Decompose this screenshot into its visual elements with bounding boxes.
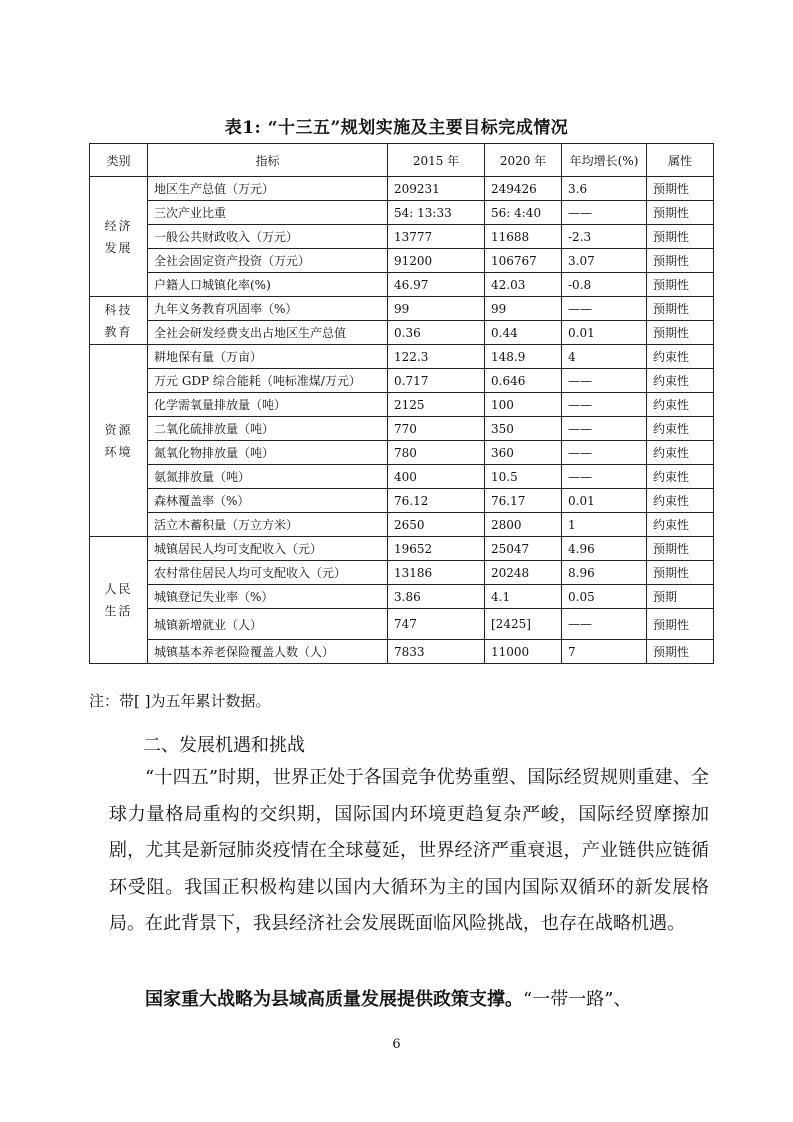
growth-cell: 3.07: [562, 249, 647, 273]
attribute-cell: 预期性: [647, 297, 714, 321]
header-2015: 2015 年: [388, 144, 485, 177]
indicator-cell: 耕地保有量（万亩）: [148, 345, 388, 369]
value-2015-cell: 780: [388, 441, 485, 465]
value-2015-cell: 770: [388, 417, 485, 441]
value-2015-cell: 0.36: [388, 321, 485, 345]
value-2015-cell: 54: 13:33: [388, 201, 485, 225]
value-2015-cell: 2650: [388, 513, 485, 537]
value-2020-cell: 25047: [485, 537, 562, 561]
attribute-cell: 约束性: [647, 417, 714, 441]
value-2015-cell: 7833: [388, 640, 485, 664]
value-2020-cell: 56: 4:40: [485, 201, 562, 225]
table-row: [90, 609, 714, 640]
indicator-cell: 户籍人口城镇化率(%): [148, 273, 388, 297]
attribute-cell: 约束性: [647, 489, 714, 513]
header-growth: 年均增长(%): [562, 144, 647, 177]
value-2015-cell: 3.86: [388, 585, 485, 609]
attribute-cell: 预期性: [647, 609, 714, 640]
table-row: [90, 225, 714, 249]
growth-cell: ——: [562, 369, 647, 393]
table-row: [90, 561, 714, 585]
value-2020-cell: 106767: [485, 249, 562, 273]
table-row: [90, 640, 714, 664]
growth-cell: ——: [562, 609, 647, 640]
indicator-cell: 城镇新增就业（人）: [148, 609, 388, 640]
value-2015-cell: 2125: [388, 393, 485, 417]
value-2020-cell: 4.1: [485, 585, 562, 609]
growth-cell: ——: [562, 297, 647, 321]
attribute-cell: 约束性: [647, 465, 714, 489]
attribute-cell: 预期性: [647, 321, 714, 345]
table-row: [90, 441, 714, 465]
page-number: 6: [392, 1037, 401, 1052]
growth-cell: 0.01: [562, 321, 647, 345]
header-attribute: 属性: [647, 144, 714, 177]
indicator-cell: 城镇登记失业率（%）: [148, 585, 388, 609]
indicator-cell: 化学需氧量排放量（吨）: [148, 393, 388, 417]
value-2020-cell: 148.9: [485, 345, 562, 369]
category-cell: 人民生活: [90, 537, 148, 664]
value-2020-cell: 11000: [485, 640, 562, 664]
value-2015-cell: 0.717: [388, 369, 485, 393]
indicator-cell: 万元 GDP 综合能耗（吨标准煤/万元）: [148, 369, 388, 393]
targets-table: [89, 143, 714, 664]
indicator-cell: 三次产业比重: [148, 201, 388, 225]
attribute-cell: 预期性: [647, 249, 714, 273]
indicator-cell: 二氧化硫排放量（吨）: [148, 417, 388, 441]
table-note: 注：带[ ]为五年累计数据。: [89, 692, 271, 710]
table-title: 表1: “十三五”规划实施及主要目标完成情况: [224, 118, 569, 138]
value-2020-cell: 76.17: [485, 489, 562, 513]
growth-cell: 0.05: [562, 585, 647, 609]
attribute-cell: 预期性: [647, 201, 714, 225]
paragraph-2-bold: 国家重大战略为县域高质量发展提供政策支撑。: [145, 989, 523, 1010]
indicator-cell: 氨氮排放量（吨）: [148, 465, 388, 489]
paragraph-1: “十四五”时期，世界正处于各国竞争优势重塑、国际经贸规则重建、全球力量格局重构的交织期，国际国内环境更趋复杂严峻，国际经贸摩擦加剧，尤其是新冠肺炎疫情在全球蔓延，世界经济严重衰退，产业链供应链循环受阻。我国正积极构建以国内大循环为主的国内国际双循环的新发展格局。在此背景下，我县经济社会发展既面临风险挑战，也存在战略机遇。: [109, 767, 709, 934]
value-2015-cell: 400: [388, 465, 485, 489]
indicator-cell: 一般公共财政收入（万元）: [148, 225, 388, 249]
growth-cell: ——: [562, 393, 647, 417]
growth-cell: 7: [562, 640, 647, 664]
header-indicator: 指标: [148, 144, 388, 177]
attribute-cell: 预期: [647, 585, 714, 609]
indicator-cell: 九年义务教育巩固率（%）: [148, 297, 388, 321]
value-2020-cell: 0.646: [485, 369, 562, 393]
value-2015-cell: 747: [388, 609, 485, 640]
attribute-cell: 预期性: [647, 177, 714, 201]
value-2015-cell: 76.12: [388, 489, 485, 513]
value-2015-cell: 19652: [388, 537, 485, 561]
table-row: [90, 273, 714, 297]
table-header-row: [90, 144, 714, 177]
table-row: [90, 249, 714, 273]
value-2015-cell: 46.97: [388, 273, 485, 297]
table-row: [90, 369, 714, 393]
header-2020: 2020 年: [485, 144, 562, 177]
indicator-cell: 活立木蓄积量（万立方米）: [148, 513, 388, 537]
table-row: [90, 417, 714, 441]
value-2020-cell: 42.03: [485, 273, 562, 297]
value-2015-cell: 13777: [388, 225, 485, 249]
category-cell: 资源环境: [90, 345, 148, 537]
indicator-cell: 农村常住居民人均可支配收入（元）: [148, 561, 388, 585]
attribute-cell: 约束性: [647, 441, 714, 465]
growth-cell: ——: [562, 417, 647, 441]
attribute-cell: 预期性: [647, 537, 714, 561]
growth-cell: -0.8: [562, 273, 647, 297]
attribute-cell: 约束性: [647, 393, 714, 417]
value-2020-cell: 99: [485, 297, 562, 321]
growth-cell: 8.96: [562, 561, 647, 585]
table-row: [90, 345, 714, 369]
table-row: [90, 465, 714, 489]
value-2015-cell: 209231: [388, 177, 485, 201]
attribute-cell: 预期性: [647, 273, 714, 297]
table-row: [90, 537, 714, 561]
growth-cell: 4.96: [562, 537, 647, 561]
table-row: [90, 489, 714, 513]
paragraph-2-rest: “一带一路”、: [523, 989, 632, 1010]
attribute-cell: 预期性: [647, 225, 714, 249]
value-2020-cell: 100: [485, 393, 562, 417]
indicator-cell: 氮氧化物排放量（吨）: [148, 441, 388, 465]
value-2020-cell: 350: [485, 417, 562, 441]
indicator-cell: 森林覆盖率（%）: [148, 489, 388, 513]
growth-cell: ——: [562, 201, 647, 225]
table-row: [90, 297, 714, 321]
value-2020-cell: 0.44: [485, 321, 562, 345]
growth-cell: ——: [562, 441, 647, 465]
indicator-cell: 城镇基本养老保险覆盖人数（人）: [148, 640, 388, 664]
header-category: 类别: [90, 144, 148, 177]
table-row: [90, 585, 714, 609]
attribute-cell: 预期性: [647, 561, 714, 585]
attribute-cell: 约束性: [647, 369, 714, 393]
value-2020-cell: 20248: [485, 561, 562, 585]
growth-cell: -2.3: [562, 225, 647, 249]
category-cell: 经济发展: [90, 177, 148, 297]
table-row: [90, 201, 714, 225]
value-2015-cell: 99: [388, 297, 485, 321]
growth-cell: ——: [562, 465, 647, 489]
attribute-cell: 约束性: [647, 513, 714, 537]
indicator-cell: 城镇居民人均可支配收入（元）: [148, 537, 388, 561]
table-row: [90, 177, 714, 201]
table-row: [90, 513, 714, 537]
indicator-cell: 全社会研发经费支出占地区生产总值: [148, 321, 388, 345]
growth-cell: 1: [562, 513, 647, 537]
value-2020-cell: 10.5: [485, 465, 562, 489]
section-heading: 二、发展机遇和挑战: [143, 735, 305, 756]
value-2020-cell: 249426: [485, 177, 562, 201]
value-2020-cell: [2425]: [485, 609, 562, 640]
indicator-cell: 全社会固定资产投资（万元）: [148, 249, 388, 273]
value-2020-cell: 11688: [485, 225, 562, 249]
value-2020-cell: 2800: [485, 513, 562, 537]
growth-cell: 0.01: [562, 489, 647, 513]
value-2020-cell: 360: [485, 441, 562, 465]
attribute-cell: 约束性: [647, 345, 714, 369]
paragraph-2: [109, 982, 709, 1019]
table-row: [90, 321, 714, 345]
value-2015-cell: 91200: [388, 249, 485, 273]
table-row: [90, 393, 714, 417]
value-2015-cell: 122.3: [388, 345, 485, 369]
category-cell: 科技教育: [90, 297, 148, 345]
growth-cell: 3.6: [562, 177, 647, 201]
attribute-cell: 预期性: [647, 640, 714, 664]
indicator-cell: 地区生产总值（万元）: [148, 177, 388, 201]
value-2015-cell: 13186: [388, 561, 485, 585]
growth-cell: 4: [562, 345, 647, 369]
